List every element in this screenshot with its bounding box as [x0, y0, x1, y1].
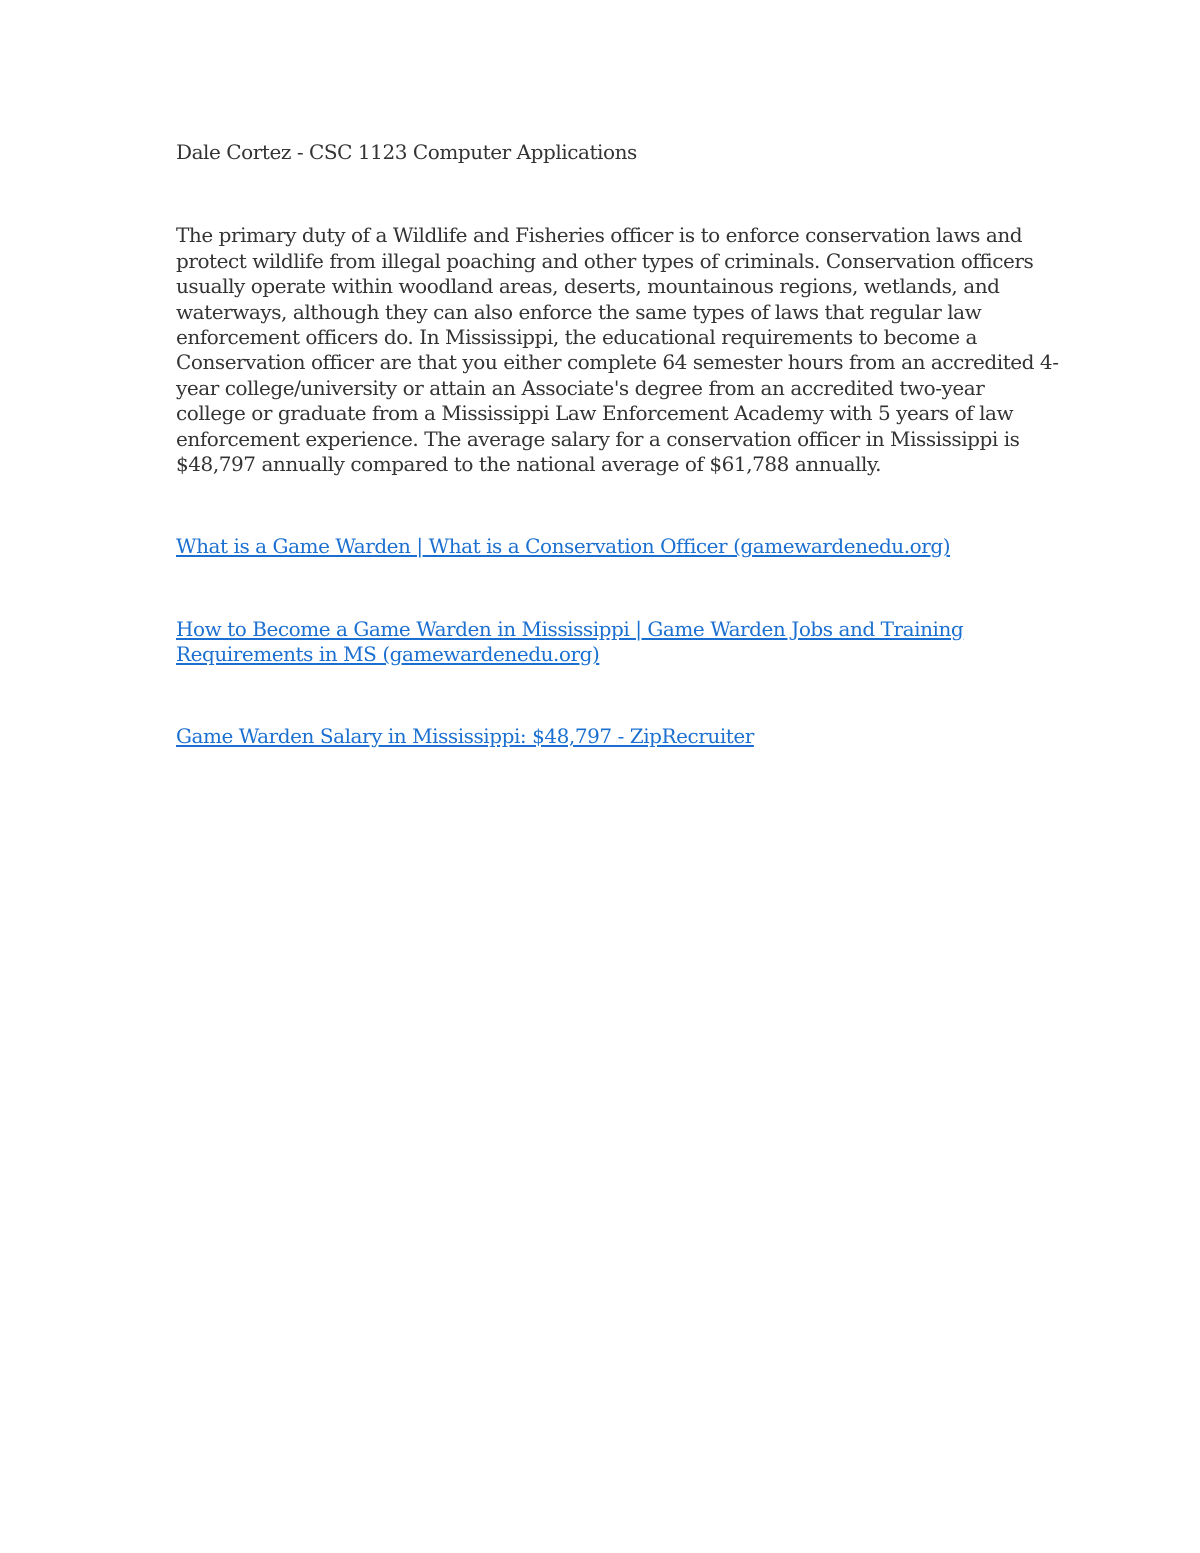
game-warden-definition-link[interactable]: What is a Game Warden | What is a Conservation Officer (gamewardenedu.org) [176, 534, 951, 559]
paragraph-line: usually operate within woodland areas, deserts, mountainous regions, wetlands, and [176, 274, 1000, 299]
document-content [176, 140, 1059, 749]
paragraph-line: waterways, although they can also enforce the same types of laws that regular law [176, 299, 982, 324]
body-paragraph [176, 223, 1059, 477]
mississippi-requirements-link-line-1[interactable]: How to Become a Game Warden in Mississippi | Game Warden Jobs and Training [176, 616, 964, 641]
paragraph-line: The primary duty of a Wildlife and Fisheries officer is to enforce conservation laws and [176, 223, 1023, 248]
paragraph-line: $48,797 annually compared to the national average of $61,788 annually. [176, 452, 882, 477]
paragraph-line: Conservation officer are that you either complete 64 semester hours from an accredited 4- [176, 350, 1059, 375]
paragraph-line: enforcement officers do. In Mississippi, the educational requirements to become a [176, 325, 978, 350]
mississippi-requirements-link-line-2[interactable]: Requirements in MS (gamewardenedu.org) [176, 642, 600, 667]
paragraph-line: protect wildlife from illegal poaching and other types of criminals. Conservation officers [176, 248, 1034, 273]
paragraph-line: enforcement experience. The average salary for a conservation officer in Mississippi is [176, 426, 1020, 451]
salary-link-block [176, 724, 1036, 749]
paragraph-line: college or graduate from a Mississippi Law Enforcement Academy with 5 years of law [176, 401, 1014, 426]
ziprecruiter-salary-link[interactable]: Game Warden Salary in Mississippi: $48,797 - ZipRecruiter [176, 723, 754, 748]
game-warden-definition-link-block [176, 534, 1036, 559]
mississippi-requirements-link-block [176, 617, 1036, 668]
paragraph-line: year college/university or attain an Associate's degree from an accredited two-year [176, 375, 985, 400]
author-course-heading: Dale Cortez - CSC 1123 Computer Applications [176, 140, 637, 164]
